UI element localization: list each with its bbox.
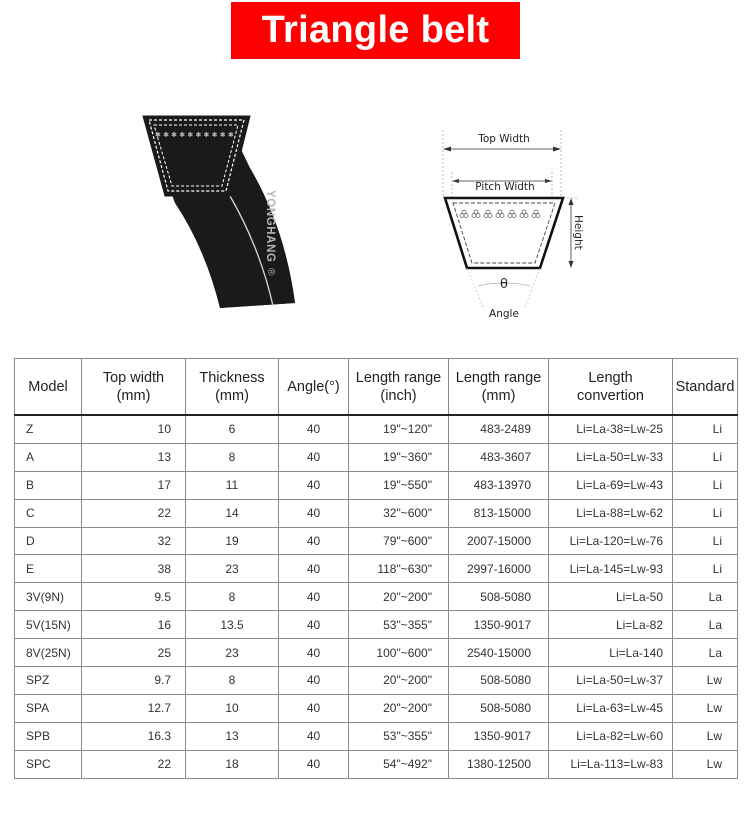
header-thickness: Thickness (mm) <box>186 359 279 416</box>
cell-conversion: Li=La-38=Lw-25 <box>549 415 673 443</box>
table-row <box>15 750 738 778</box>
cell-length-inch: 20"~200" <box>349 694 449 722</box>
cell-length-inch: 79"~600" <box>349 527 449 555</box>
cell-angle: 40 <box>279 499 349 527</box>
cell-top-width: 16.3 <box>82 722 186 750</box>
cell-length-mm: 483-2489 <box>449 415 549 443</box>
cell-standard: Li <box>673 471 738 499</box>
cell-angle: 40 <box>279 611 349 639</box>
cell-top-width: 38 <box>82 555 186 583</box>
cell-model: SPA <box>15 694 82 722</box>
cell-thickness: 8 <box>186 443 279 471</box>
cell-conversion: Li=La-82 <box>549 611 673 639</box>
belt-product-image <box>135 108 335 318</box>
belt-dimension-diagram <box>425 122 600 322</box>
cell-length-mm: 508-5080 <box>449 583 549 611</box>
registered-mark-icon: ® <box>265 268 276 276</box>
cell-standard: Lw <box>673 750 738 778</box>
cell-length-inch: 54"~492" <box>349 750 449 778</box>
cell-top-width: 25 <box>82 639 186 667</box>
svg-text:✱ ✱ ✱ ✱ ✱ ✱ ✱ ✱ ✱ ✱: ✱ ✱ ✱ ✱ ✱ ✱ ✱ ✱ ✱ ✱ <box>155 131 234 139</box>
cell-top-width: 13 <box>82 443 186 471</box>
cell-length-mm: 1380-12500 <box>449 750 549 778</box>
cell-thickness: 19 <box>186 527 279 555</box>
cell-standard: Li <box>673 499 738 527</box>
cell-standard: Lw <box>673 667 738 695</box>
cell-angle: 40 <box>279 639 349 667</box>
cell-conversion: Li=La-50=Lw-33 <box>549 443 673 471</box>
cell-thickness: 6 <box>186 415 279 443</box>
cell-top-width: 22 <box>82 750 186 778</box>
cell-angle: 40 <box>279 443 349 471</box>
pitch-width-label: Pitch Width <box>475 181 535 193</box>
cell-thickness: 10 <box>186 694 279 722</box>
cell-thickness: 8 <box>186 583 279 611</box>
cell-conversion: Li=La-113=Lw-83 <box>549 750 673 778</box>
page-title: Triangle belt <box>261 9 490 51</box>
cell-length-mm: 483-3607 <box>449 443 549 471</box>
cell-conversion: Li=La-145=Lw-93 <box>549 555 673 583</box>
table-row <box>15 722 738 750</box>
cell-angle: 40 <box>279 722 349 750</box>
cell-model: B <box>15 471 82 499</box>
cell-conversion: Li=La-82=Lw-60 <box>549 722 673 750</box>
cell-length-mm: 813-15000 <box>449 499 549 527</box>
cell-model: A <box>15 443 82 471</box>
cell-thickness: 13.5 <box>186 611 279 639</box>
angle-label: Angle <box>489 308 519 320</box>
cell-length-mm: 1350-9017 <box>449 722 549 750</box>
cell-length-inch: 19"~550" <box>349 471 449 499</box>
cell-standard: Li <box>673 415 738 443</box>
cell-angle: 40 <box>279 527 349 555</box>
cell-top-width: 22 <box>82 499 186 527</box>
cell-length-inch: 20"~200" <box>349 583 449 611</box>
cell-top-width: 16 <box>82 611 186 639</box>
cell-thickness: 23 <box>186 555 279 583</box>
cell-model: SPC <box>15 750 82 778</box>
height-label: Height <box>572 215 584 250</box>
table-header-row <box>15 359 738 416</box>
cell-angle: 40 <box>279 750 349 778</box>
cell-conversion: Li=La-88=Lw-62 <box>549 499 673 527</box>
cell-length-mm: 2997-16000 <box>449 555 549 583</box>
cell-thickness: 13 <box>186 722 279 750</box>
cell-model: C <box>15 499 82 527</box>
cell-thickness: 23 <box>186 639 279 667</box>
cell-length-mm: 1350-9017 <box>449 611 549 639</box>
cell-length-inch: 100"~600" <box>349 639 449 667</box>
belt-spec-table <box>14 358 738 779</box>
cell-conversion: Li=La-120=Lw-76 <box>549 527 673 555</box>
cell-length-mm: 483-13970 <box>449 471 549 499</box>
cell-angle: 40 <box>279 471 349 499</box>
cell-model: 3V(9N) <box>15 583 82 611</box>
table-row <box>15 555 738 583</box>
cell-length-mm: 508-5080 <box>449 694 549 722</box>
cell-standard: La <box>673 583 738 611</box>
cell-thickness: 18 <box>186 750 279 778</box>
cell-thickness: 14 <box>186 499 279 527</box>
table-row <box>15 694 738 722</box>
header-length-conversion: Length convertion <box>549 359 673 416</box>
table-row <box>15 499 738 527</box>
cell-top-width: 17 <box>82 471 186 499</box>
cell-thickness: 8 <box>186 667 279 695</box>
cell-length-mm: 2007-15000 <box>449 527 549 555</box>
top-width-label: Top Width <box>478 133 530 145</box>
table-row <box>15 471 738 499</box>
header-length-inch: Length range (inch) <box>349 359 449 416</box>
cell-conversion: Li=La-63=Lw-45 <box>549 694 673 722</box>
table-row <box>15 611 738 639</box>
cell-standard: La <box>673 639 738 667</box>
table-row <box>15 527 738 555</box>
cell-model: 8V(25N) <box>15 639 82 667</box>
table-row <box>15 415 738 443</box>
table-row <box>15 583 738 611</box>
cell-model: 5V(15N) <box>15 611 82 639</box>
cell-top-width: 9.5 <box>82 583 186 611</box>
table-row <box>15 443 738 471</box>
angle-theta-symbol: θ <box>500 277 508 292</box>
cell-top-width: 12.7 <box>82 694 186 722</box>
cell-standard: Lw <box>673 722 738 750</box>
cell-length-inch: 32"~600" <box>349 499 449 527</box>
cell-model: SPZ <box>15 667 82 695</box>
cell-length-inch: 19"~360" <box>349 443 449 471</box>
cell-length-inch: 20"~200" <box>349 667 449 695</box>
header-model: Model <box>15 359 82 416</box>
title-banner <box>231 2 520 59</box>
cell-model: D <box>15 527 82 555</box>
cell-length-inch: 118"~630" <box>349 555 449 583</box>
cell-top-width: 10 <box>82 415 186 443</box>
cell-top-width: 9.7 <box>82 667 186 695</box>
cell-angle: 40 <box>279 415 349 443</box>
cell-length-mm: 2540-15000 <box>449 639 549 667</box>
header-angle: Angle(°) <box>279 359 349 416</box>
cell-length-inch: 53"~355" <box>349 611 449 639</box>
belt-brand-text: YONGHANG <box>264 190 276 263</box>
header-top-width: Top width (mm) <box>82 359 186 416</box>
header-standard: Standard <box>673 359 738 416</box>
cell-conversion: Li=La-50 <box>549 583 673 611</box>
cell-thickness: 11 <box>186 471 279 499</box>
cell-model: E <box>15 555 82 583</box>
cell-length-inch: 19"~120" <box>349 415 449 443</box>
cell-conversion: Li=La-140 <box>549 639 673 667</box>
cell-angle: 40 <box>279 555 349 583</box>
cell-standard: Li <box>673 443 738 471</box>
cell-length-mm: 508-5080 <box>449 667 549 695</box>
cell-conversion: Li=La-69=Lw-43 <box>549 471 673 499</box>
cell-conversion: Li=La-50=Lw-37 <box>549 667 673 695</box>
cell-angle: 40 <box>279 694 349 722</box>
cell-standard: Li <box>673 527 738 555</box>
cell-standard: Li <box>673 555 738 583</box>
cell-angle: 40 <box>279 583 349 611</box>
cell-angle: 40 <box>279 667 349 695</box>
cell-standard: Lw <box>673 694 738 722</box>
table-row <box>15 667 738 695</box>
cell-model: SPB <box>15 722 82 750</box>
header-length-mm: Length range (mm) <box>449 359 549 416</box>
table-row <box>15 639 738 667</box>
cell-standard: La <box>673 611 738 639</box>
cell-model: Z <box>15 415 82 443</box>
cell-length-inch: 53"~355" <box>349 722 449 750</box>
cell-top-width: 32 <box>82 527 186 555</box>
